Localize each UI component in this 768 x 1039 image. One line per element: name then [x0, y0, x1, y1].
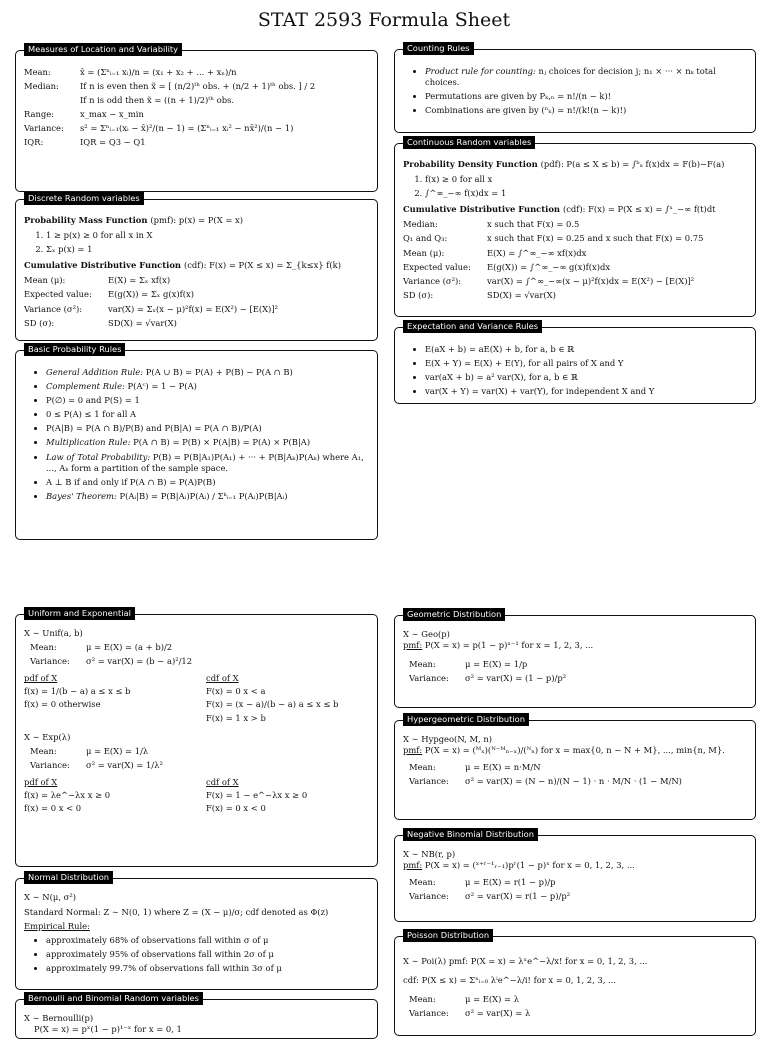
poisson-row	[409, 994, 748, 1005]
discrete-row-value: SD(X) = √var(X)	[108, 317, 177, 328]
discrete-row-value: var(X) = Σₓ(x − μ)²f(x) = E(X²) − [E(X)]²	[108, 303, 278, 314]
empirical-rule-label: Empirical Rule:	[24, 921, 90, 932]
discrete-row-label: Mean (μ):	[24, 275, 66, 286]
unif-row-value: μ = E(X) = (a + b)/2	[86, 642, 173, 653]
exp-row	[30, 746, 370, 757]
standard-normal: Standard Normal: Z ∼ N(0, 1) where Z = (X − μ)/σ; cdf denoted as Φ(z)	[24, 907, 329, 918]
location-row-value: If n is odd then x̃ = ((n + 1)/2)ᵗʰ obs.	[80, 95, 235, 106]
negbinomial-box	[394, 829, 756, 922]
negbinomial-row	[409, 891, 748, 902]
negbinomial-row	[409, 877, 748, 888]
unif-row-value: σ² = var(X) = (b − a)²/12	[86, 656, 193, 667]
location-row-label: IQR:	[24, 137, 44, 148]
unif-cdf-label: cdf of X	[206, 673, 239, 684]
location-row-label: Mean:	[24, 67, 51, 77]
probability-rule-item	[46, 477, 370, 488]
exp-row-label: Mean:	[30, 745, 57, 756]
geometric-row	[409, 673, 748, 684]
exp-pdf-line: f(x) = λe^−λx x ≥ 0	[24, 790, 111, 801]
continuous-row	[403, 248, 748, 259]
counting-rule-item-text: nⱼ choices for decision j; n₁ × ··· × nₖ total choices.	[425, 66, 716, 88]
discrete-row	[24, 304, 370, 315]
exp-pdf-label: pdf of X	[24, 776, 58, 787]
negbinomial-row-label: Mean:	[409, 877, 436, 888]
expectation-rule-item: • var(X + Y) = var(X) + var(Y), for independent X and Y	[425, 386, 748, 397]
pdf-condition-item: 1. f(x) ≥ 0 for all x	[425, 174, 748, 185]
continuous-box	[394, 137, 756, 317]
geometric-box	[394, 609, 756, 708]
hypergeometric-pmf: pmf: P(X = x) = (ᴹₓ)(ᴺ⁻ᴹₙ₋ₓ)/(ᴺₙ) for x = max{0, n − N + M}, ..., min{n, M}.	[403, 745, 725, 756]
geometric-row	[409, 659, 748, 670]
unif-cdf-line: F(x) = 0 x < a	[206, 686, 266, 697]
location-row-label: Variance:	[24, 123, 64, 134]
unif-cdf-line: F(x) = 1 x > b	[206, 712, 266, 723]
normal-box	[15, 872, 378, 990]
pmf-condition-item: 2. Σₓ p(x) = 1	[46, 244, 370, 255]
empirical-rule-item: • approximately 68% of observations fall within σ of μ	[46, 935, 370, 946]
location-row-value: x_max − x_min	[80, 109, 144, 120]
negbinomial-row-value: μ = E(X) = r(1 − p)/p	[465, 877, 556, 888]
discrete-row	[24, 275, 370, 286]
continuous-row-value: E(X) = ∫^∞_−∞ xf(x)dx	[487, 247, 587, 258]
location-row	[24, 123, 370, 134]
pdf-condition-item: 2. ∫^∞_−∞ f(x)dx = 1	[425, 188, 748, 199]
poisson-box	[394, 930, 756, 1036]
exp-row-label: Variance:	[30, 759, 70, 770]
discrete-row-value: E(g(X)) = Σₓ g(x)f(x)	[108, 289, 194, 300]
hypergeometric-box	[394, 714, 756, 820]
discrete-box	[15, 193, 378, 341]
counting-rule-item	[425, 66, 748, 88]
uniform-box	[15, 608, 378, 867]
probability-rule-item-text: A ⊥ B if and only if P(A ∩ B) = P(A)P(B)	[46, 476, 216, 487]
geometric-row-value: σ² = var(X) = (1 − p)/p²	[465, 673, 567, 684]
continuous-row	[403, 276, 748, 287]
negbinomial-tag: Negative Binomial Distribution	[403, 828, 538, 841]
exp-cdf-label: cdf of X	[206, 776, 239, 787]
poisson-cdf: cdf: P(X ≤ x) = Σˣᵢ₌₀ λⁱe^−λ/i! for x = 0, 1, 2, 3, ...	[403, 975, 617, 986]
continuous-row	[403, 262, 748, 273]
location-row-value: x̄ = (Σⁿᵢ₌₁ xᵢ)/n = (x₁ + x₂ + ... + xₙ)/n	[80, 67, 237, 77]
expectation-rule-item: • var(aX + b) = a² var(X), for a, b ∈ ℝ	[425, 372, 748, 383]
location-row-value: IQR = Q3 − Q1	[80, 137, 146, 148]
exp-cdf-line: F(x) = 0 x < 0	[206, 803, 266, 814]
probability-rule-item	[46, 381, 370, 392]
exp-cdf-line: F(x) = 1 − e^−λx x ≥ 0	[206, 790, 308, 801]
geometric-row-label: Mean:	[409, 659, 436, 670]
hypergeometric-row	[409, 776, 748, 787]
probability-rule-item-text: 0 ≤ P(A) ≤ 1 for all A	[46, 409, 137, 420]
continuous-row-value: SD(X) = √var(X)	[487, 289, 556, 300]
probability-rule-item-text: P(B) = P(B|A₁)P(A₁) + ··· + P(B|Aₖ)P(Aₖ) where A₁, ..., Aₖ form a partition of the sample space.	[46, 451, 364, 473]
continuous-row-label: SD (σ):	[403, 289, 434, 300]
counting-rule-item-text: Permutations are given by Pₖ,ₙ = n!/(n − k)!	[425, 91, 612, 102]
poisson-row	[409, 1008, 748, 1019]
unif-pdf-line: f(x) = 0 otherwise	[24, 699, 101, 710]
discrete-cdf-heading: Cumulative Distributive Function (cdf): F(x) = P(X ≤ x) = Σ_{k≤x} f(k)	[24, 260, 342, 271]
exp-row-value: σ² = var(X) = 1/λ²	[86, 759, 163, 770]
probability-rule-item	[46, 367, 370, 378]
hypergeometric-row-value: μ = E(X) = n·M/N	[465, 762, 541, 773]
probability-rule-item-text: P(Aᵢ|B) = P(B|Aᵢ)P(Aᵢ) / Σᵏᵢ₌₁ P(Aᵢ)P(B|Aᵢ)	[119, 490, 288, 501]
hypergeometric-row	[409, 762, 748, 773]
unif-row-label: Variance:	[30, 656, 70, 667]
continuous-row	[403, 219, 748, 230]
probability-rule-item	[46, 437, 370, 448]
negbinomial-definition: X ∼ NB(r, p)	[403, 849, 456, 859]
continuous-row-value: E(g(X)) = ∫^∞_−∞ g(x)f(x)dx	[487, 261, 611, 272]
hypergeometric-row-value: σ² = var(X) = (N − n)/(N − 1) · n · M/N · (1 − M/N)	[465, 776, 682, 787]
continuous-row-value: x such that F(x) = 0.5	[487, 219, 580, 230]
location-row-label	[24, 95, 74, 106]
counting-box	[394, 43, 756, 133]
poisson-row-value: μ = E(X) = λ	[465, 994, 520, 1005]
bernoulli-definition: X ∼ Bernoulli(p)	[24, 1013, 94, 1023]
discrete-row-label: Variance (σ²):	[24, 303, 83, 314]
continuous-tag: Continuous Random variables	[403, 136, 535, 149]
unif-pdf-line: f(x) = 1/(b − a) a ≤ x ≤ b	[24, 686, 131, 697]
hypergeometric-definition: X ∼ Hypgeo(N, M, n)	[403, 734, 493, 744]
counting-tag: Counting Rules	[403, 42, 474, 55]
location-row	[24, 67, 370, 78]
location-row	[24, 95, 370, 106]
discrete-tag: Discrete Random variables	[24, 192, 144, 205]
expectation-rule-item: • E(aX + b) = aE(X) + b, for a, b ∈ ℝ	[425, 344, 748, 355]
location-row-value: s² = Σⁿᵢ₌₁(xᵢ − x̄)²/(n − 1) = (Σⁿᵢ₌₁ xᵢ² − nx̄²)/(n − 1)	[80, 123, 294, 134]
empirical-rule-item: • approximately 95% of observations fall within 2σ of μ	[46, 949, 370, 960]
negbinomial-pmf: pmf: P(X = x) = (ˣ⁺ʳ⁻¹ᵣ₋₁)pʳ(1 − p)ˣ for x = 0, 1, 2, 3, ...	[403, 860, 635, 871]
probability-rule-item	[46, 409, 370, 420]
negbinomial-row-value: σ² = var(X) = r(1 − p)/p²	[465, 891, 571, 902]
probability-rule-item-label: Multiplication Rule:	[46, 437, 131, 448]
counting-rule-item	[425, 91, 748, 102]
geometric-definition: X ∼ Geo(p)	[403, 629, 450, 639]
unif-definition: X ∼ Unif(a, b)	[24, 628, 83, 638]
location-tag: Measures of Location and Variability	[24, 43, 182, 56]
pmf-heading: Probability Mass Function (pmf): p(x) = P(X = x)	[24, 215, 243, 225]
location-row-value: If n is even then x̃ = [ (n/2)ᵗʰ obs. + (n/2 + 1)ᵗʰ obs. ] / 2	[80, 81, 316, 92]
geometric-row-value: μ = E(X) = 1/p	[465, 659, 528, 670]
continuous-row	[403, 290, 748, 301]
exp-definition: X ∼ Exp(λ)	[24, 731, 71, 742]
expectation-box	[394, 321, 756, 404]
probability-rule-item-label: Bayes' Theorem:	[46, 490, 117, 501]
location-row-label: Range:	[24, 109, 55, 120]
continuous-row-label: Expected value:	[403, 261, 471, 272]
probability-rule-item-text: P(A ∩ B) = P(B) × P(A|B) = P(A) × P(B|A)	[133, 437, 311, 448]
counting-rule-item-text: Combinations are given by (ⁿₖ) = n!/(k!(n − k)!)	[425, 105, 627, 116]
discrete-row-label: SD (σ):	[24, 317, 55, 328]
normal-definition: X ∼ N(μ, σ²)	[24, 892, 77, 902]
counting-rule-item	[425, 105, 748, 116]
continuous-row-label: Variance (σ²):	[403, 275, 462, 286]
probability-rule-item-text: P(∅) = 0 and P(S) = 1	[46, 395, 140, 406]
continuous-row-label: Q₁ and Q₃:	[403, 233, 448, 244]
poisson-row-label: Mean:	[409, 994, 436, 1005]
empirical-rule-item: • approximately 99.7% of observations fall within 3σ of μ	[46, 963, 370, 974]
unif-row-label: Mean:	[30, 642, 57, 653]
probability-rule-item-label: Complement Rule:	[46, 381, 125, 392]
bernoulli-box	[15, 993, 378, 1039]
location-row	[24, 137, 370, 148]
normal-tag: Normal Distribution	[24, 871, 113, 884]
continuous-row	[403, 233, 748, 244]
probability-rule-item-label: General Addition Rule:	[46, 367, 144, 377]
probability-rule-item-text: P(A|B) = P(A ∩ B)/P(B) and P(B|A) = P(A ∩ B)/P(A)	[46, 423, 262, 434]
probability-rule-item	[46, 491, 370, 502]
poisson-tag: Poisson Distribution	[403, 929, 493, 942]
unif-cdf-line: F(x) = (x − a)/(b − a) a ≤ x ≤ b	[206, 699, 339, 710]
hypergeometric-tag: Hypergeometric Distribution	[403, 713, 529, 726]
probability-rule-item-text: P(A ∪ B) = P(A) + P(B) − P(A ∩ B)	[145, 367, 293, 377]
exp-row	[30, 760, 370, 771]
bernoulli-pmf: P(X = x) = pˣ(1 − p)¹⁻ˣ for x = 0, 1	[34, 1024, 182, 1035]
unif-pdf-label: pdf of X	[24, 673, 58, 684]
continuous-row-value: var(X) = ∫^∞_−∞(x − μ)²f(x)dx = E(X²) − [E(X)]²	[487, 275, 695, 286]
unif-row	[30, 656, 370, 667]
pdf-heading: Probability Density Function (pdf): P(a ≤ X ≤ b) = ∫ᵇₐ f(x)dx = F(b)−F(a)	[403, 159, 725, 169]
discrete-row	[24, 318, 370, 329]
geometric-tag: Geometric Distribution	[403, 608, 505, 621]
expectation-tag: Expectation and Variance Rules	[403, 320, 542, 333]
location-row	[24, 81, 370, 92]
counting-rule-item-label: Product rule for counting:	[425, 66, 536, 76]
geometric-pmf: pmf: P(X = x) = p(1 − p)ˣ⁻¹ for x = 1, 2, 3, ...	[403, 640, 594, 651]
poisson-row-label: Variance:	[409, 1008, 449, 1019]
pmf-condition-item: 1. 1 ≥ p(x) ≥ 0 for all x in X	[46, 230, 370, 241]
bernoulli-tag: Bernoulli and Binomial Random variables	[24, 992, 203, 1005]
location-row	[24, 109, 370, 120]
geometric-row-label: Variance:	[409, 673, 449, 684]
probability-rule-item-label: Law of Total Probability:	[46, 451, 151, 462]
uniform-tag: Uniform and Exponential	[24, 607, 135, 620]
hypergeometric-row-label: Variance:	[409, 776, 449, 787]
location-row-label: Median:	[24, 81, 59, 92]
poisson-row-value: σ² = var(X) = λ	[465, 1008, 531, 1019]
discrete-row-value: E(X) = Σₓ xf(x)	[108, 275, 171, 286]
poisson-pmf: X ∼ Poi(λ) pmf: P(X = x) = λˣe^−λ/x! for x = 0, 1, 2, 3, ...	[403, 956, 648, 966]
exp-pdf-line: f(x) = 0 x < 0	[24, 803, 82, 814]
probability-rule-item	[46, 395, 370, 406]
location-box	[15, 44, 378, 192]
probability-box	[15, 344, 378, 540]
continuous-cdf-heading: Cumulative Distributive Function (cdf): F(x) = P(X ≤ x) = ∫ˣ_−∞ f(t)dt	[403, 204, 716, 215]
discrete-row-label: Expected value:	[24, 289, 92, 300]
page-title: STAT 2593 Formula Sheet	[257, 9, 511, 31]
hypergeometric-row-label: Mean:	[409, 762, 436, 773]
expectation-rule-item: • E(X + Y) = E(X) + E(Y), for all pairs of X and Y	[425, 358, 748, 369]
continuous-row-label: Median:	[403, 219, 438, 230]
negbinomial-row-label: Variance:	[409, 891, 449, 902]
discrete-row	[24, 289, 370, 300]
probability-tag: Basic Probability Rules	[24, 343, 125, 356]
probability-rule-item-text: P(Aᶜ) = 1 − P(A)	[127, 381, 197, 392]
continuous-row-value: x such that F(x) = 0.25 and x such that F(x) = 0.75	[487, 233, 704, 244]
unif-row	[30, 642, 370, 653]
probability-rule-item	[46, 452, 370, 474]
probability-rule-item	[46, 423, 370, 434]
continuous-row-label: Mean (μ):	[403, 247, 445, 258]
exp-row-value: μ = E(X) = 1/λ	[86, 745, 149, 756]
